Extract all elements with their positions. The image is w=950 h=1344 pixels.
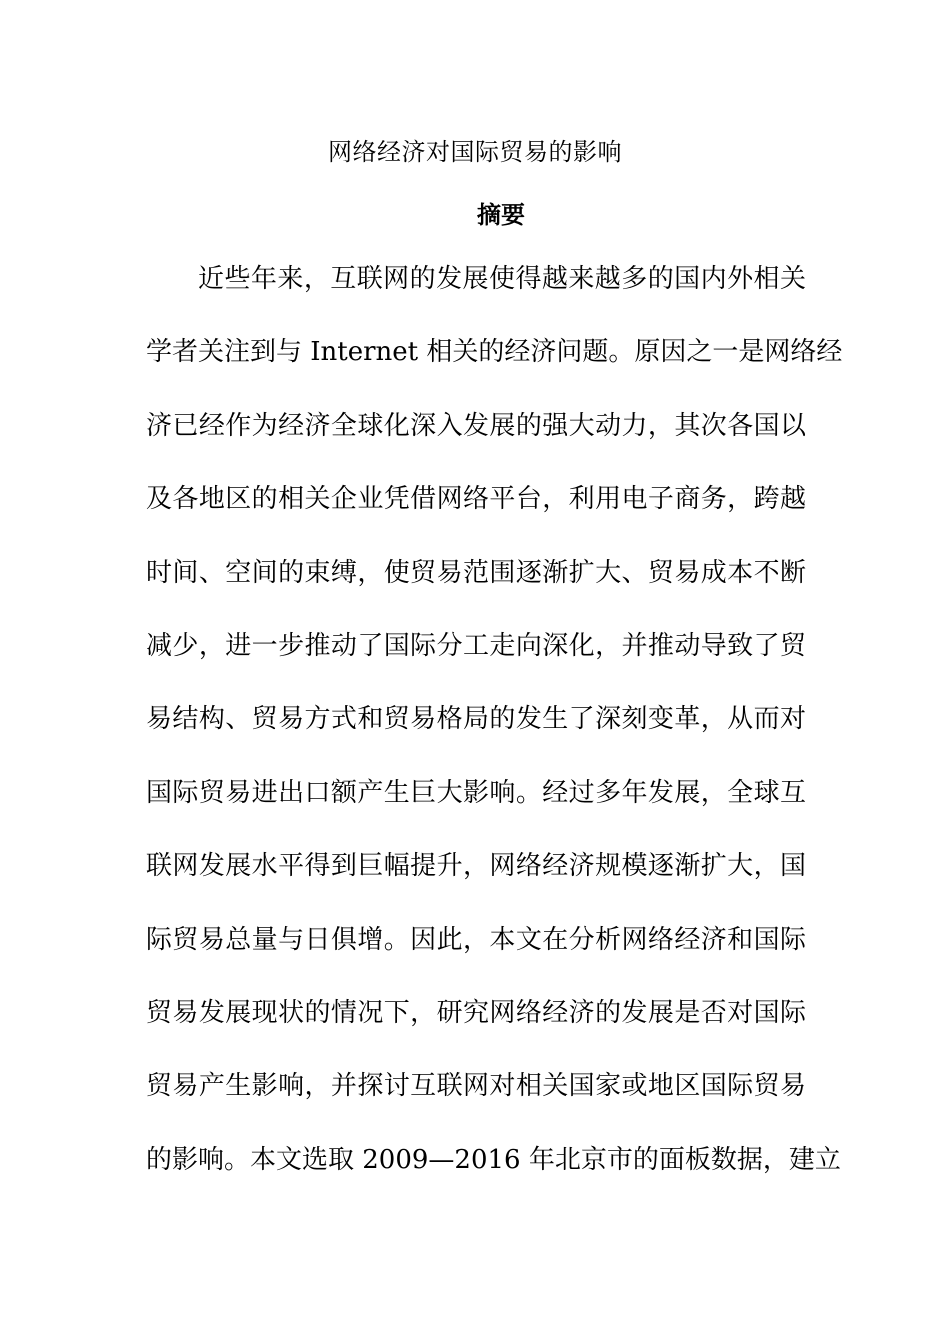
abstract-line: 及各地区的相关企业凭借网络平台，利用电子商务，跨越 — [146, 484, 806, 515]
abstract-line: 贸易发展现状的情况下，研究网络经济的发展是否对国际 — [146, 997, 806, 1028]
abstract-line: 近些年来，互联网的发展使得越来越多的国内外相关 — [198, 264, 806, 294]
abstract-line: 的影响。本文选取 2009—2016 年北京市的面板数据，建立 — [146, 1144, 841, 1175]
abstract-line: 联网发展水平得到巨幅提升，网络经济规模逐渐扩大，国 — [146, 851, 806, 882]
abstract-heading: 摘要 — [477, 200, 525, 229]
abstract-body — [146, 259, 843, 1213]
document-title: 网络经济对国际贸易的影响 — [328, 138, 622, 166]
abstract-line: 际贸易总量与日俱增。因此，本文在分析网络经济和国际 — [146, 924, 806, 955]
abstract-line: 国际贸易进出口额产生巨大影响。经过多年发展，全球互 — [146, 777, 806, 808]
abstract-line: 减少，进一步推动了国际分工走向深化，并推动导致了贸 — [146, 630, 806, 661]
abstract-line: 济已经作为经济全球化深入发展的强大动力，其次各国以 — [146, 410, 806, 441]
abstract-line: 学者关注到与 Internet 相关的经济问题。原因之一是网络经 — [146, 337, 843, 368]
abstract-line: 贸易产生影响，并探讨互联网对相关国家或地区国际贸易 — [146, 1071, 806, 1102]
abstract-line: 时间、空间的束缚，使贸易范围逐渐扩大、贸易成本不断 — [146, 557, 806, 588]
abstract-line: 易结构、贸易方式和贸易格局的发生了深刻变革，从而对 — [146, 704, 806, 735]
